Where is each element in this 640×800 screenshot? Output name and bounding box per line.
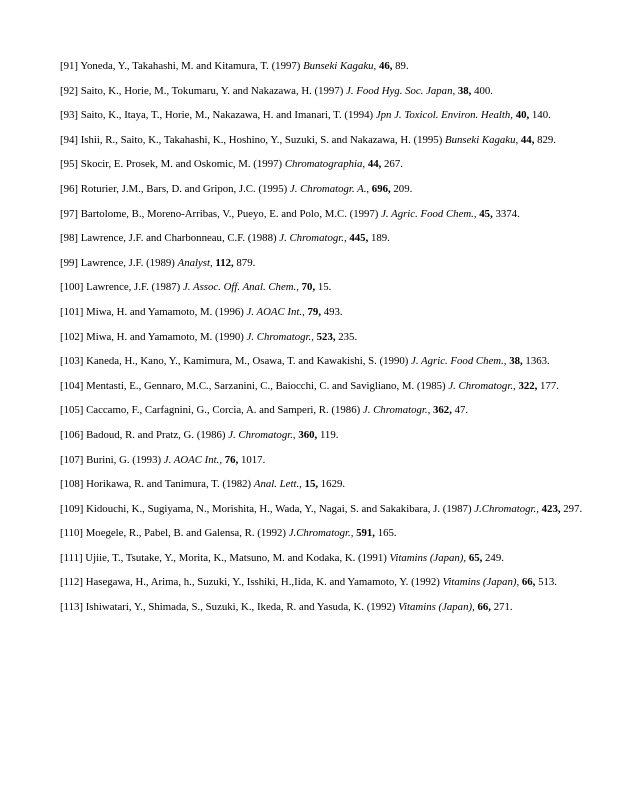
reference-journal: J. Assoc. Off. Anal. Chem., [182,281,299,294]
reference-volume: 65, [468,551,483,564]
reference-volume: 46, [378,60,393,72]
reference-entry [60,552,590,565]
reference-number: [98] [60,232,78,245]
reference-pages: 1363. [525,355,550,368]
reference-number: [103] [60,355,84,368]
reference-number: [109] [60,502,84,515]
reference-volume: 66, [477,601,491,614]
reference-pages: 165. [377,527,397,540]
reference-volume: 112, [215,256,234,269]
reference-authors: Skocir, E. Prosek, M. and Oskomic, M. (1997) [80,158,283,171]
reference-volume: 76, [224,453,239,466]
reference-pages: 493. [323,305,343,318]
reference-authors: Roturier, J.M., Bars, D. and Gripon, J.C. (1995) [80,182,288,195]
reference-entry [60,404,590,417]
reference-authors: Yoneda, Y., Takahashi, M. and Kitamura, T. (1997) [80,60,301,72]
reference-pages: 297. [563,502,583,515]
reference-volume: 523, [316,330,336,343]
reference-volume: 40, [515,109,530,122]
reference-number: [95] [60,158,78,171]
reference-entry [60,85,590,98]
reference-entry [60,331,590,344]
reference-number: [91] [60,60,78,72]
reference-authors: Mentasti, E., Gennaro, M.C., Sarzanini, C., Baiocchi, C. and Savigliano, M. (1985) [86,379,446,392]
reference-entry [60,527,590,540]
reference-authors: Kaneda, H., Kano, Y., Kamimura, M., Osawa, T. and Kawakishi, S. (1990) [86,355,409,368]
reference-journal: J. Chromatogr. A., [289,182,370,195]
reference-authors: Saito, K., Horie, M., Tokumaru, Y. and Nakazawa, H. (1997) [80,84,344,97]
reference-number: [96] [60,182,78,195]
reference-entry [60,380,590,393]
reference-volume: 423, [541,502,561,515]
reference-pages: 235. [338,330,358,343]
reference-entry [60,478,590,491]
reference-journal: Bunseki Kagaku, [445,133,519,146]
reference-journal: J. Chromatogr., [228,428,296,441]
reference-journal: J. Chromatogr., [362,404,431,417]
reference-pages: 89. [395,60,409,72]
reference-pages: 267. [384,158,403,171]
reference-authors: Caccamo, F., Carfagnini, G., Corcia, A. and Samperi, R. (1986) [86,404,361,417]
reference-entry [60,232,590,245]
reference-authors: Lawrence, J.F. (1987) [86,281,181,294]
reference-journal: Anal. Lett., [253,478,302,491]
reference-entry [60,355,590,368]
reference-pages: 177. [540,379,559,392]
reference-journal: J. Food Hyg. Soc. Japan, [346,84,456,97]
reference-volume: 70, [301,281,316,294]
reference-volume: 362, [433,404,452,417]
reference-pages: 189. [370,232,390,245]
reference-entry [60,503,590,516]
reference-pages: 400. [474,84,493,97]
reference-authors: Horikawa, R. and Tanimura, T. (1982) [86,478,252,491]
reference-pages: 119. [319,428,339,441]
reference-volume: 591, [356,527,376,540]
reference-number: [102] [60,330,84,343]
reference-number: [93] [60,109,78,122]
reference-journal: J. AOAC Int., [246,305,305,318]
reference-volume: 38, [509,355,523,368]
reference-pages: 249. [485,551,504,564]
reference-journal: Chromatographia, [284,158,366,171]
reference-number: [100] [60,281,84,294]
reference-entry [60,183,590,196]
reference-pages: 879. [236,256,256,269]
reference-pages: 47. [454,404,469,417]
reference-entry [60,257,590,270]
reference-volume: 38, [457,84,472,97]
reference-journal: Analyst, [177,256,213,269]
reference-journal: Vitamins (Japan), [398,601,475,614]
reference-journal: Bunseki Kagaku, [303,60,377,72]
reference-number: [110] [60,527,83,540]
reference-volume: 322, [518,379,538,392]
reference-entry [60,208,590,221]
reference-number: [106] [60,428,84,441]
reference-volume: 66, [521,576,536,589]
reference-number: [94] [60,133,78,146]
reference-entry [60,158,590,171]
reference-volume: 44, [520,133,535,146]
reference-volume: 696, [371,182,391,195]
reference-pages: 15. [317,281,332,294]
reference-number: [92] [60,84,78,97]
reference-entry [60,454,590,467]
reference-number: [112] [60,576,83,589]
reference-pages: 513. [538,576,557,589]
reference-entry [60,134,590,147]
reference-authors: Badoud, R. and Pratz, G. (1986) [86,428,226,441]
reference-volume: 79, [307,305,322,318]
reference-volume: 445, [349,232,369,245]
reference-journal: J. Chromatogr., [279,232,347,245]
reference-number: [113] [60,601,83,614]
reference-pages: 271. [493,601,513,614]
reference-journal: Vitamins (Japan), [442,576,520,589]
reference-entry [60,576,590,589]
reference-volume: 15, [304,478,319,491]
reference-number: [104] [60,379,84,392]
reference-authors: Lawrence, J.F. (1989) [80,256,175,269]
reference-authors: Ishiwatari, Y., Shimada, S., Suzuki, K., Ikeda, R. and Yasuda, K. (1992) [85,601,396,614]
reference-pages: 1629. [320,478,346,491]
reference-journal: J. Chromatogr., [246,330,314,343]
reference-journal: J. Agric. Food Chem., [411,355,507,368]
reference-entry [60,429,590,442]
reference-volume: 360, [298,428,318,441]
reference-pages: 1017. [240,453,266,466]
reference-authors: Miwa, H. and Yamamoto, M. (1996) [86,305,244,318]
reference-authors: Hasegawa, H., Arima, h., Suzuki, Y., Isshiki, H.,Iida, K. and Yamamoto, Y. (1992) [85,576,440,589]
reference-journal: J. AOAC Int., [163,453,223,466]
reference-authors: Ujiie, T., Tsutake, Y., Morita, K., Matsuno, M. and Kodaka, K. (1991) [85,551,387,564]
reference-number: [107] [60,453,84,466]
reference-list [60,60,590,626]
reference-number: [111] [60,551,83,564]
reference-number: [108] [60,478,84,491]
reference-number: [101] [60,305,84,318]
reference-authors: Moegele, R., Pabel, B. and Galensa, R. (1992) [85,527,287,540]
reference-authors: Bartolome, B., Moreno-Arribas, V., Pueyo, E. and Polo, M.C. (1997) [80,207,379,220]
reference-authors: Miwa, H. and Yamamoto, M. (1990) [86,330,244,343]
reference-entry [60,60,590,73]
reference-pages: 829. [537,133,556,146]
reference-number: [105] [60,404,84,417]
reference-number: [99] [60,256,78,269]
reference-entry [60,601,590,614]
reference-volume: 44, [367,158,382,171]
reference-authors: Kidouchi, K., Sugiyama, N., Morishita, H., Wada, Y., Nagai, S. and Sakakibara, J. (1987) [86,502,472,515]
reference-authors: Saito, K., Itaya, T., Horie, M., Nakazawa, H. and Imanari, T. (1994) [80,109,374,122]
reference-number: [97] [60,207,78,220]
reference-journal: Jpn J. Toxicol. Environ. Health, [375,109,513,122]
reference-journal: Vitamins (Japan), [389,551,467,564]
reference-pages: 3374. [495,207,520,220]
reference-journal: J. Chromatogr., [448,379,516,392]
reference-journal: J. Agric. Food Chem., [381,207,477,220]
reference-authors: Burini, G. (1993) [86,453,162,466]
reference-pages: 140. [531,109,551,122]
reference-entry [60,109,590,122]
reference-pages: 209. [393,182,413,195]
reference-authors: Ishii, R., Saito, K., Takahashi, K., Hoshino, Y., Suzuki, S. and Nakazawa, H. (1995) [80,133,443,146]
reference-journal: J.Chromatogr., [288,527,354,540]
reference-authors: Lawrence, J.F. and Charbonneau, C.F. (1988) [80,232,277,245]
reference-journal: J.Chromatogr., [474,502,539,515]
reference-entry [60,306,590,319]
reference-entry [60,281,590,294]
reference-volume: 45, [479,207,493,220]
